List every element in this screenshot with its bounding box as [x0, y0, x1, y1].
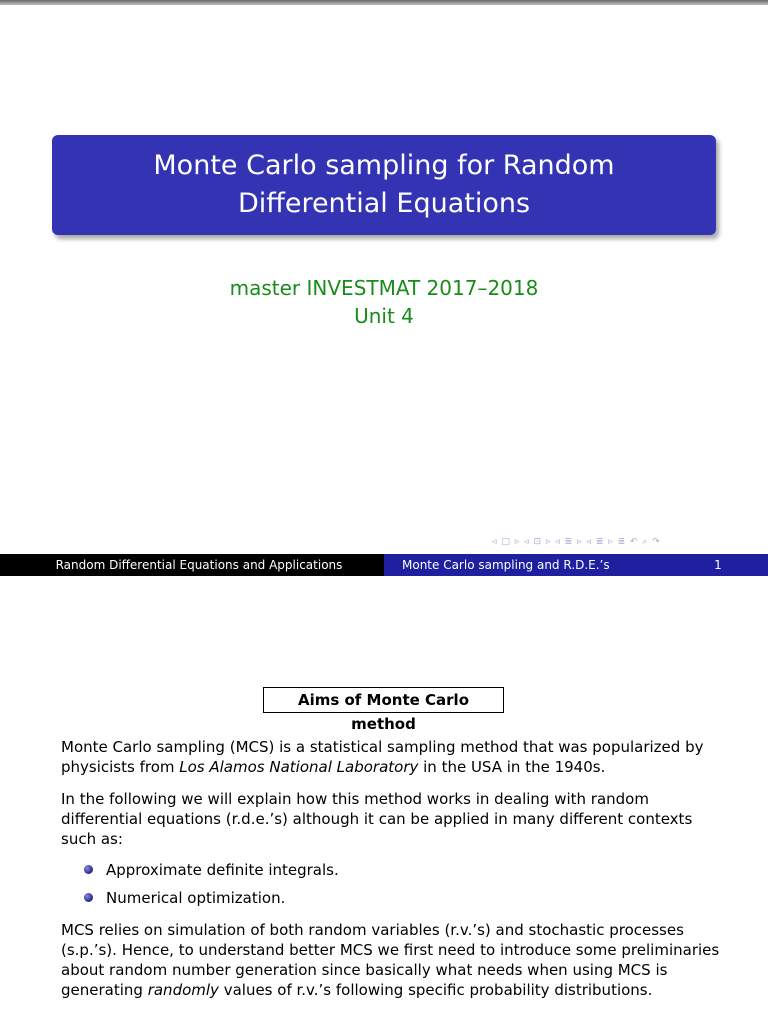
- beamer-navigation-icons[interactable]: ◃ □ ▹ ◃ ⊡ ▹ ◃ ≣ ▹ ◃ ≣ ▹ ≣ ↶ ⌕ ↷: [492, 537, 661, 547]
- paragraph-explain: In the following we will explain how this method works in dealing with random differential equations (r.d.e.’s) although it can be applied in many different contexts such as:: [61, 790, 693, 848]
- list-item: [84, 860, 339, 880]
- bullet-text: Numerical optimization.: [106, 889, 286, 907]
- slide-title-box: [52, 135, 716, 235]
- bullet-icon: [84, 865, 93, 874]
- footer-course-title: Random Differential Equations and Applications: [0, 554, 384, 576]
- paragraph-intro-part2: in the USA in the 1940s.: [418, 758, 606, 776]
- frame-title: Aims of Monte Carlo method: [263, 687, 504, 713]
- paragraph-intro: [61, 737, 721, 777]
- paragraph-intro-emphasis: Los Alamos National Laboratory: [179, 758, 419, 776]
- paragraph-mcs-emphasis: randomly: [147, 981, 219, 999]
- slide-footer: [0, 554, 768, 576]
- paragraph-mcs-part1: MCS relies on simulation of both random variables (r.v.’s) and stochastic processes (s.p.’s). Hence, to understand better MCS we first need to introduce some preliminaries about random number generation since basically what needs when using MCS is generating: [61, 921, 720, 999]
- bullet-icon: [84, 893, 93, 902]
- paragraph-mcs-part2: values of r.v.’s following specific probability distributions.: [218, 981, 653, 999]
- list-item: [84, 888, 339, 908]
- bullet-list: [84, 860, 339, 916]
- paragraph-intro-part1: Monte Carlo sampling (MCS) is a statistical sampling method that was popularized by physicists from: [61, 738, 704, 776]
- footer-right-panel: [384, 554, 768, 576]
- subtitle-unit: Unit 4: [354, 304, 414, 328]
- footer-short-title: Monte Carlo sampling and R.D.E.’s: [402, 558, 610, 572]
- bullet-text: Approximate definite integrals.: [106, 861, 339, 879]
- subtitle-course: master INVESTMAT 2017–2018: [229, 276, 539, 300]
- top-strip: [0, 0, 768, 5]
- footer-page-number: 1: [714, 558, 722, 572]
- paragraph-mcs: [61, 920, 721, 1000]
- slide-title: Monte Carlo sampling for Random Differential Equations: [153, 150, 615, 219]
